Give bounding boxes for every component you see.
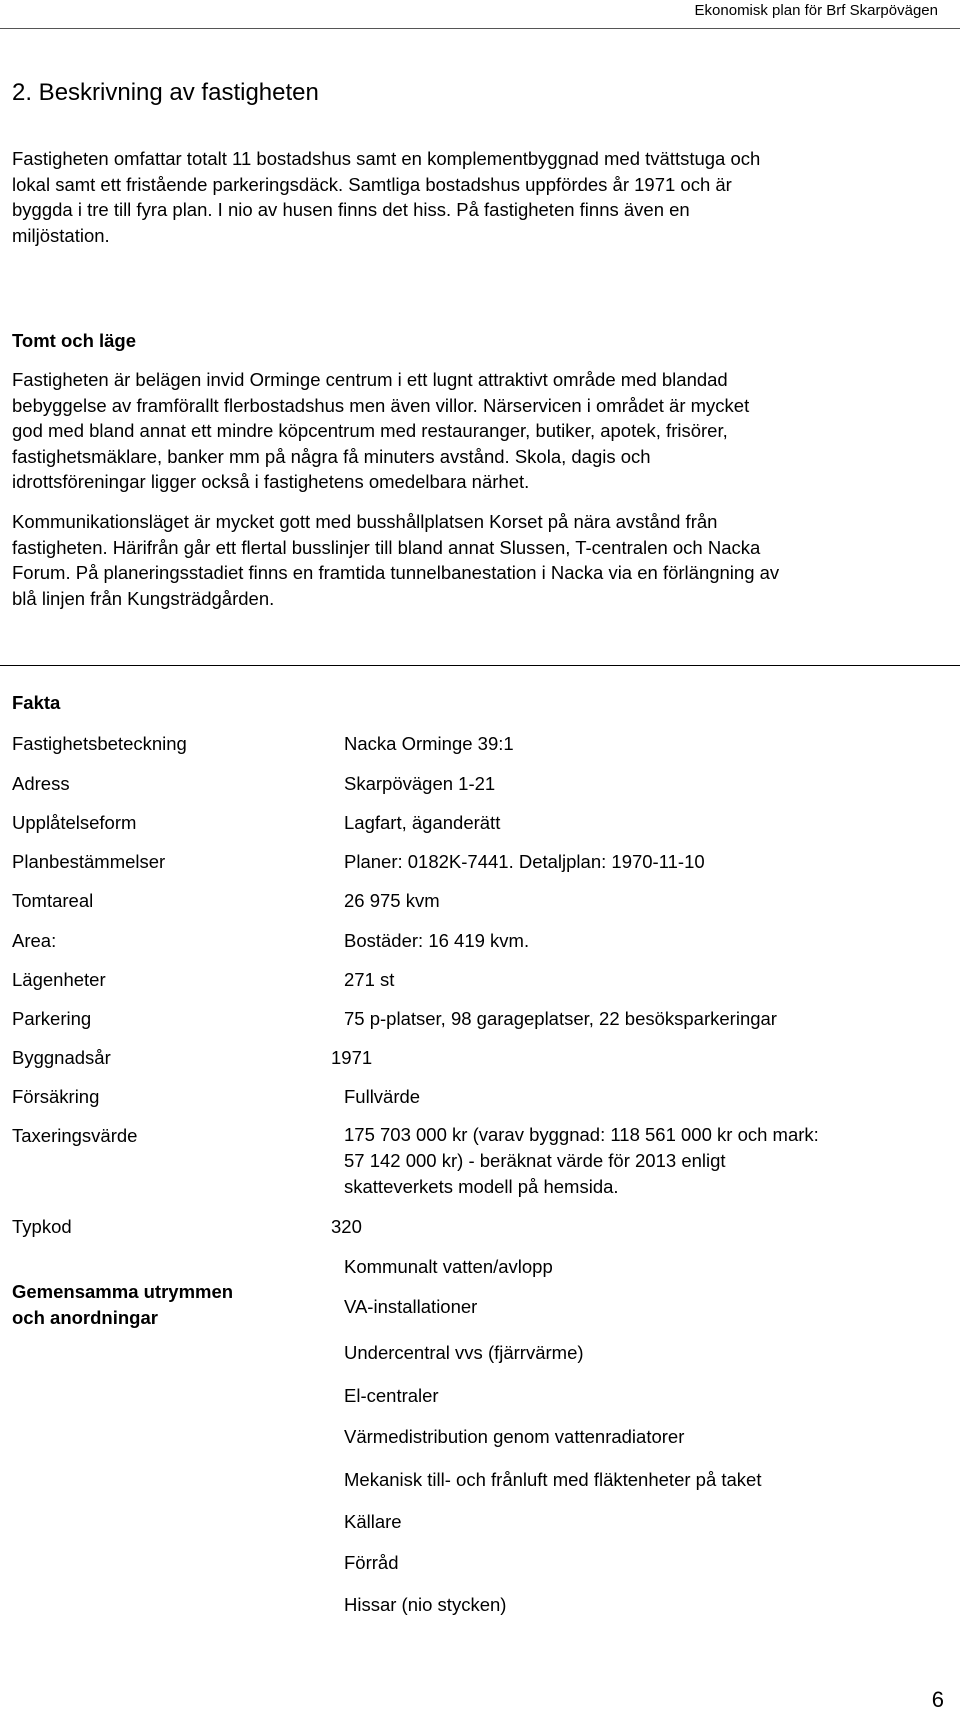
tomt-line: blå linjen från Kungsträdgården. (12, 587, 275, 609)
intro-paragraph (12, 146, 760, 248)
tomt-line: Forum. På planeringsstadiet finns en framtida tunnelbanestation i Nacka via en förlängning av (12, 562, 780, 583)
fakta-label-planbestammelser: Planbestämmelser (12, 851, 166, 872)
taxeringsvarde-line: 175 703 000 kr (varav byggnad: 118 561 000 kr och mark: (344, 1124, 819, 1145)
tomt-line: god med bland annat ett mindre köpcentrum med restauranger, butiker, apotek, frisörer, (12, 420, 728, 441)
gemensamma-item: Värmedistribution genom vattenradiatorer (344, 1426, 685, 1447)
gemensamma-label-line: Gemensamma utrymmen (12, 1281, 234, 1302)
tomt-paragraph-2 (12, 509, 779, 611)
gemensamma-item: El-centraler (344, 1385, 439, 1406)
fakta-value-typkod: 320 (331, 1216, 362, 1237)
tomt-line: bebyggelse av framförallt flerbostadshus men även villor. Närservicen i området är mycket (12, 394, 750, 416)
gemensamma-item: Undercentral vvs (fjärrvärme) (344, 1342, 584, 1363)
taxeringsvarde-line: skatteverkets modell på hemsida. (344, 1176, 619, 1197)
intro-line: Fastigheten omfattar totalt 11 bostadshus samt en komplementbyggnad med tvättstuga och (12, 148, 761, 169)
fakta-label-byggnadsar: Byggnadsår (12, 1047, 111, 1068)
fakta-value-taxeringsvarde (344, 1122, 819, 1200)
tomt-line: idrottsföreningar ligger också i fastighetens omedelbara närhet. (12, 471, 530, 492)
tomt-paragraph-1 (12, 367, 749, 495)
tomt-line: fastigheten. Härifrån går ett flertal busslinjer till bland annat Slussen, T-centralen och Nacka (12, 536, 761, 558)
fakta-value-area: Bostäder: 16 419 kvm. (344, 930, 530, 951)
intro-line: byggda i tre till fyra plan. I nio av husen finns det hiss. På fastigheten finns även en (12, 199, 690, 220)
gemensamma-item: Kommunalt vatten/avlopp (344, 1256, 553, 1277)
fakta-value-parkering: 75 p-platser, 98 garageplatser, 22 besöksparkeringar (344, 1008, 777, 1029)
page-number: 6 (931, 1687, 944, 1712)
tomt-line: Kommunikationsläget är mycket gott med busshållplatsen Korset på nära avstånd från (12, 511, 718, 532)
fakta-value-planbestammelser: Planer: 0182K-7441. Detaljplan: 1970-11-10 (344, 851, 705, 872)
intro-line: miljöstation. (12, 224, 110, 246)
page-header: Ekonomisk plan för Brf Skarpövägen (694, 2, 938, 19)
fakta-value-byggnadsar: 1971 (331, 1047, 373, 1068)
header-divider (0, 28, 960, 29)
gemensamma-item: Förråd (344, 1552, 399, 1573)
fakta-label-adress: Adress (12, 773, 70, 794)
fakta-value-fastighetsbeteckning: Nacka Orminge 39:1 (344, 733, 514, 754)
fakta-label-lagenheter: Lägenheter (12, 969, 106, 990)
fakta-label-typkod: Typkod (12, 1216, 72, 1237)
fakta-label-fastighetsbeteckning: Fastighetsbeteckning (12, 733, 187, 754)
tomt-heading: Tomt och läge (12, 330, 137, 351)
fakta-label-area: Area: (12, 930, 57, 951)
gemensamma-item: Hissar (nio stycken) (344, 1594, 507, 1615)
intro-line: lokal samt ett fristående parkeringsdäck. Samtliga bostadshus uppfördes år 1971 och är (12, 173, 732, 195)
tomt-line: fastighetsmäklare, banker mm på några få minuters avstånd. Skola, dagis och (12, 445, 651, 467)
fakta-label-upplatelseform: Upplåtelseform (12, 812, 137, 833)
fakta-value-adress: Skarpövägen 1-21 (344, 773, 496, 794)
fakta-label-forsakring: Försäkring (12, 1086, 100, 1107)
gemensamma-item: VA-installationer (344, 1296, 478, 1317)
fakta-value-lagenheter: 271 st (344, 969, 395, 990)
fakta-heading: Fakta (12, 692, 61, 713)
tomt-line: Fastigheten är belägen invid Orminge centrum i ett lugnt attraktivt område med blandad (12, 369, 728, 390)
taxeringsvarde-line: 57 142 000 kr) - beräknat värde för 2013 enligt (344, 1150, 726, 1171)
fakta-label-taxeringsvarde: Taxeringsvärde (12, 1125, 138, 1146)
fakta-label-parkering: Parkering (12, 1008, 92, 1029)
gemensamma-item: Källare (344, 1511, 402, 1532)
fakta-value-forsakring: Fullvärde (344, 1086, 421, 1107)
gemensamma-item: Mekanisk till- och frånluft med fläktenheter på taket (344, 1469, 762, 1490)
gemensamma-label (12, 1279, 233, 1331)
fakta-label-tomtareal: Tomtareal (12, 890, 94, 911)
gemensamma-label-line: och anordningar (12, 1307, 158, 1328)
fakta-value-upplatelseform: Lagfart, äganderätt (344, 812, 501, 833)
section-divider (0, 665, 960, 666)
fakta-value-tomtareal: 26 975 kvm (344, 890, 440, 911)
section-title: 2. Beskrivning av fastigheten (12, 79, 319, 106)
